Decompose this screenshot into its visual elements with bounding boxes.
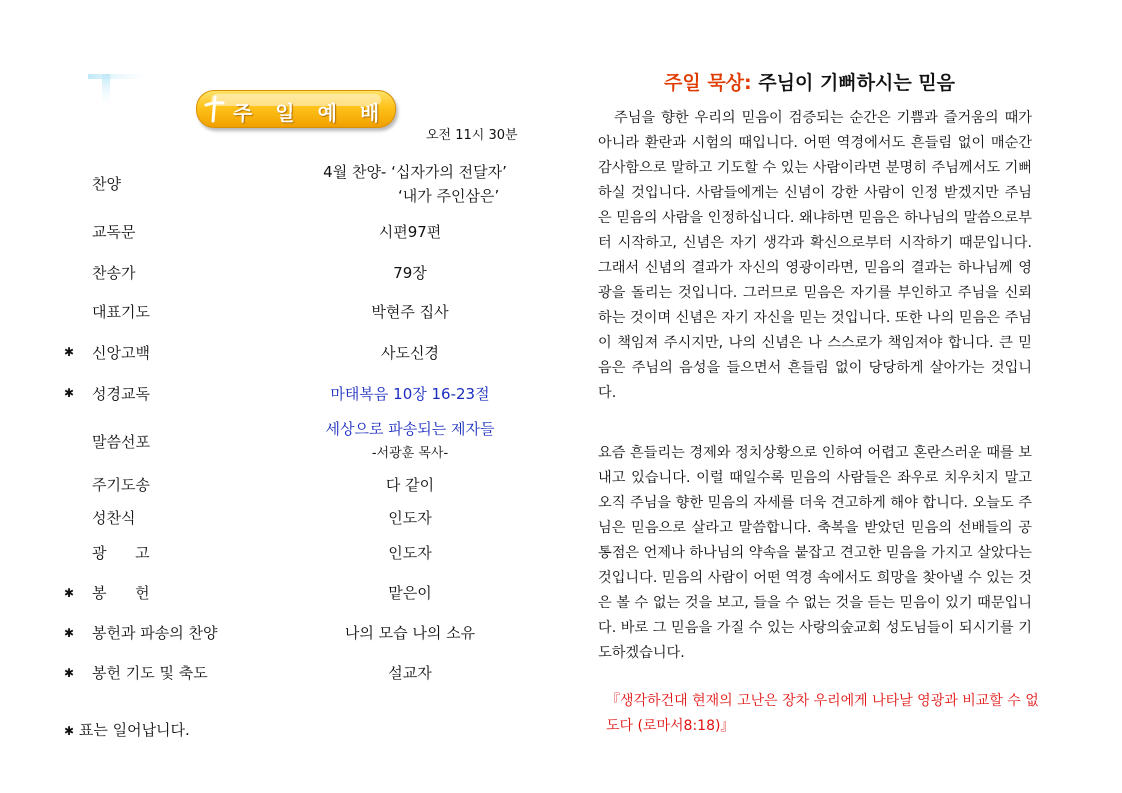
standing-star-icon: ✱ (64, 724, 75, 738)
cross-icon (203, 95, 225, 123)
item-label-responsive-reading: 교독문 (92, 223, 136, 241)
item-value-communion: 인도자 (388, 509, 432, 527)
standing-star-icon: ✱ (64, 626, 75, 640)
item-label-lords-prayer: 주기도송 (92, 476, 150, 494)
item-value-announcements: 인도자 (388, 544, 432, 562)
item-value-offering: 맡은이 (388, 584, 432, 602)
item-label-sermon: 말씀선포 (92, 433, 150, 451)
meditation-title-main: 주님이 기뻐하시는 믿음 (758, 72, 956, 94)
item-value-benediction: 설교자 (388, 664, 432, 682)
item-value-praise: 4월 찬양- ‘십자가의 전달자’ (323, 163, 507, 181)
item-label-hymn: 찬송가 (92, 264, 136, 282)
footnote-text: 표는 일어납니다. (78, 721, 190, 739)
cross-decoration-icon (88, 74, 158, 110)
item-label-praise: 찬양 (92, 175, 121, 193)
item-value-scripture: 마태복음 10장 16-23절 (330, 385, 490, 403)
item-value-hymn: 79장 (393, 264, 427, 282)
meditation-title-prefix: 주일 묵상: (664, 72, 752, 94)
item-label-communion: 성찬식 (92, 509, 136, 527)
standing-star-icon: ✱ (64, 586, 75, 600)
scripture-quote: 『생각하건대 현재의 고난은 장차 우리에게 나타날 영광과 비교할 수 없도다 (로마서8:18)』 (606, 693, 1039, 734)
standing-star-icon: ✱ (64, 345, 75, 359)
item-label-offering-song: 봉헌과 파송의 찬양 (92, 624, 218, 642)
meditation-paragraph-1: 주님을 향한 우리의 믿음이 검증되는 순간은 기쁨과 즐거움의 때가 아니라 환란과 시험의 때입니다. 어떤 역경에서도 흔들림 없이 매순간 감사함으로 말하고 기도할 수 있는 사람이라면 분명히 주님께서도 기뻐하실 것입니다. 사람들에게는 신념이 강한 사람이 인정 받겠지만 주님은 믿음의 사람을 인정하십니다. 왜냐하면 믿음은 하나님의 말씀으로부터 시작하고, 신념은 자기 생각과 확신으로부터 시작하기 때문입니다. 그래서 신념의 결과가 자신의 영광이라면, 믿음의 결과는 하나님께 영광을 돌리는 것입니다. 그러므로 믿음은 자기를 부인하고 주님을 신뢰하는 것이며 신념은 자기 자신을 믿는 것입니다. 또한 나의 믿음은 주님이 책임져 주시지만, 나의 신념은 나 스스로가 책임져야 합니다. 큰 믿음은 주님의 음성을 들으면서 흔들림 없이 당당하게 살아가는 것입니다. (598, 110, 1032, 401)
item-value-sermon-preacher: -서광훈 목사- (371, 446, 449, 461)
banner-title: 주 일 예 배 (233, 101, 388, 125)
meditation-title (664, 68, 955, 95)
item-value-confession: 사도신경 (381, 344, 439, 362)
item-label-scripture: 성경교독 (92, 385, 150, 403)
item-value-prayer: 박현주 집사 (371, 303, 449, 321)
standing-star-icon: ✱ (64, 666, 75, 680)
item-value-responsive-reading: 시편97편 (378, 223, 442, 241)
worship-banner (196, 90, 396, 128)
service-time: 오전 11시 30분 (426, 128, 518, 143)
item-value2-praise: ‘내가 주인삼은’ (398, 187, 500, 205)
standing-footnote (64, 719, 190, 740)
item-label-announcements: 광 고 (92, 544, 150, 562)
item-value-sermon-title: 세상으로 파송되는 제자들 (325, 420, 495, 438)
item-label-prayer: 대표기도 (92, 303, 150, 321)
item-label-confession: 신앙고백 (92, 344, 150, 362)
meditation-paragraph-2: 요즘 흔들리는 경제와 정치상황으로 인하여 어렵고 혼란스러운 때를 보내고 있습니다. 이럴 때일수록 믿음의 사람들은 좌우로 치우치지 말고 오직 주님을 향한 믿음의 자세를 더욱 견고하게 해야 합니다. 오늘도 주님은 믿음으로 살라고 말씀합니다. 축복을 받았던 믿음의 선배들의 공통점은 언제나 하나님의 약속을 붙잡고 견고한 믿음을 가지고 살았다는 것입니다. 믿음의 사람이 어떤 역경 속에서도 희망을 찾아낼 수 있는 것은 볼 수 없는 것을 보고, 들을 수 없는 것을 듣는 믿음이 있기 때문입니다. 바로 그 믿음을 가질 수 있는 사랑의숲교회 성도님들이 되시기를 기도하겠습니다. (598, 445, 1032, 661)
standing-star-icon: ✱ (64, 386, 75, 400)
item-label-offering: 봉 헌 (92, 584, 150, 602)
item-value-lords-prayer: 다 같이 (385, 476, 435, 494)
item-value-offering-song: 나의 모습 나의 소유 (344, 624, 476, 642)
item-label-benediction: 봉헌 기도 및 축도 (92, 664, 208, 682)
